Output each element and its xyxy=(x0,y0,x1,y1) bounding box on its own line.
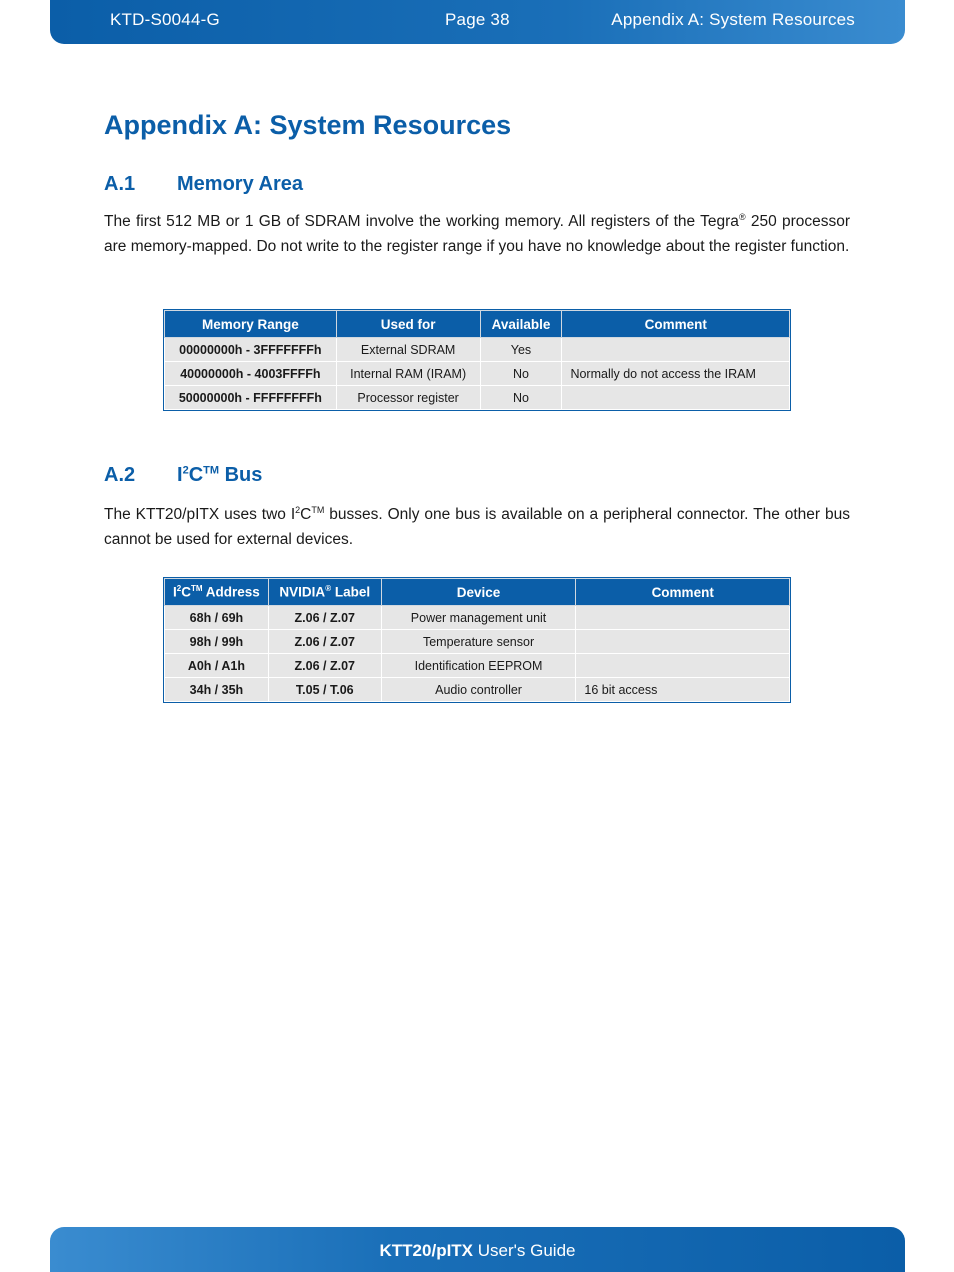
table-cell: Z.06 / Z.07 xyxy=(268,654,381,678)
page-header xyxy=(50,0,905,44)
table-row xyxy=(165,630,790,654)
table-row xyxy=(165,338,790,362)
para-text: C xyxy=(300,506,312,523)
para-text: 250 processor are memory-mapped. Do not write to the register range if you have no knowledge about the register function. xyxy=(104,213,851,255)
table-cell: 00000000h - 3FFFFFFFh xyxy=(165,338,337,362)
column-header: Comment xyxy=(576,579,790,606)
trademark-mark: TM xyxy=(190,584,203,594)
para-text: The KTT20/pITX uses two I xyxy=(104,506,296,523)
page-footer xyxy=(50,1227,905,1272)
column-header: Available xyxy=(480,311,562,338)
title-part: C xyxy=(188,464,204,486)
header-part: C xyxy=(181,584,191,600)
page-number: Page 38 xyxy=(445,10,510,29)
table-row xyxy=(165,386,790,410)
trademark-mark: TM xyxy=(203,464,220,477)
table-cell: 68h / 69h xyxy=(165,606,269,630)
table-cell: 98h / 99h xyxy=(165,630,269,654)
table-row xyxy=(165,678,790,702)
trademark-mark: TM xyxy=(311,504,325,515)
table-cell xyxy=(576,606,790,630)
table-cell: External SDRAM xyxy=(336,338,480,362)
footer-text xyxy=(50,1241,905,1261)
table-cell: 50000000h - FFFFFFFFh xyxy=(165,386,337,410)
table-cell: Audio controller xyxy=(381,678,576,702)
registered-mark: ® xyxy=(738,211,746,222)
table-cell: Processor register xyxy=(336,386,480,410)
header-part: Address xyxy=(202,584,260,600)
table-cell: No xyxy=(480,362,562,386)
memory-table xyxy=(164,310,790,410)
table-row xyxy=(165,606,790,630)
table-cell: Power management unit xyxy=(381,606,576,630)
page-title: Appendix A: System Resources xyxy=(104,110,512,140)
column-header: Used for xyxy=(336,311,480,338)
section-number: A.2 xyxy=(104,464,136,486)
table-cell: T.05 / T.06 xyxy=(268,678,381,702)
table-cell: Z.06 / Z.07 xyxy=(268,630,381,654)
i2c-table xyxy=(164,578,790,702)
section-heading-memory xyxy=(104,173,303,196)
column-header: Memory Range xyxy=(165,311,337,338)
section-title: Memory Area xyxy=(177,173,303,195)
header-part: I xyxy=(173,584,177,600)
table-row xyxy=(165,654,790,678)
table-header-row xyxy=(165,311,790,338)
superscript: 2 xyxy=(182,464,189,477)
column-header xyxy=(165,579,269,606)
memory-paragraph xyxy=(104,210,850,259)
table-cell: No xyxy=(480,386,562,410)
table-cell: A0h / A1h xyxy=(165,654,269,678)
section-number: A.1 xyxy=(104,173,136,195)
i2c-paragraph xyxy=(104,503,850,552)
superscript: 2 xyxy=(295,504,301,515)
para-text: busses. Only one bus is available on a peripheral connector. The other bus cannot be used for external devices. xyxy=(104,506,850,548)
table-row xyxy=(165,362,790,386)
table-cell: 34h / 35h xyxy=(165,678,269,702)
table-cell: Identification EEPROM xyxy=(381,654,576,678)
table-cell xyxy=(562,338,790,362)
table-cell: Internal RAM (IRAM) xyxy=(336,362,480,386)
section-heading-i2c xyxy=(104,464,262,487)
table-cell xyxy=(562,386,790,410)
table-cell: Yes xyxy=(480,338,562,362)
table-cell: 40000000h - 4003FFFFh xyxy=(165,362,337,386)
table-cell: Temperature sensor xyxy=(381,630,576,654)
product-name: KTT20/pITX xyxy=(379,1241,474,1260)
title-part: I xyxy=(177,464,183,486)
column-header: Comment xyxy=(562,311,790,338)
header-part: Label xyxy=(331,584,371,600)
column-header xyxy=(268,579,381,606)
column-header: Device xyxy=(381,579,576,606)
table-cell xyxy=(576,654,790,678)
table-cell: Normally do not access the IRAM xyxy=(562,362,790,386)
title-part: Bus xyxy=(219,464,263,486)
table-header-row xyxy=(165,579,790,606)
header-section: Appendix A: System Resources xyxy=(611,10,855,29)
table-cell: Z.06 / Z.07 xyxy=(268,606,381,630)
registered-mark: ® xyxy=(325,584,332,594)
table-cell: 16 bit access xyxy=(576,678,790,702)
table-cell xyxy=(576,630,790,654)
doc-id: KTD-S0044-G xyxy=(110,10,220,29)
para-text: The first 512 MB or 1 GB of SDRAM involve the working memory. All registers of the Tegra xyxy=(104,213,739,230)
header-part: NVIDIA xyxy=(279,584,326,600)
guide-label: User's Guide xyxy=(473,1241,576,1260)
superscript: 2 xyxy=(176,584,182,594)
